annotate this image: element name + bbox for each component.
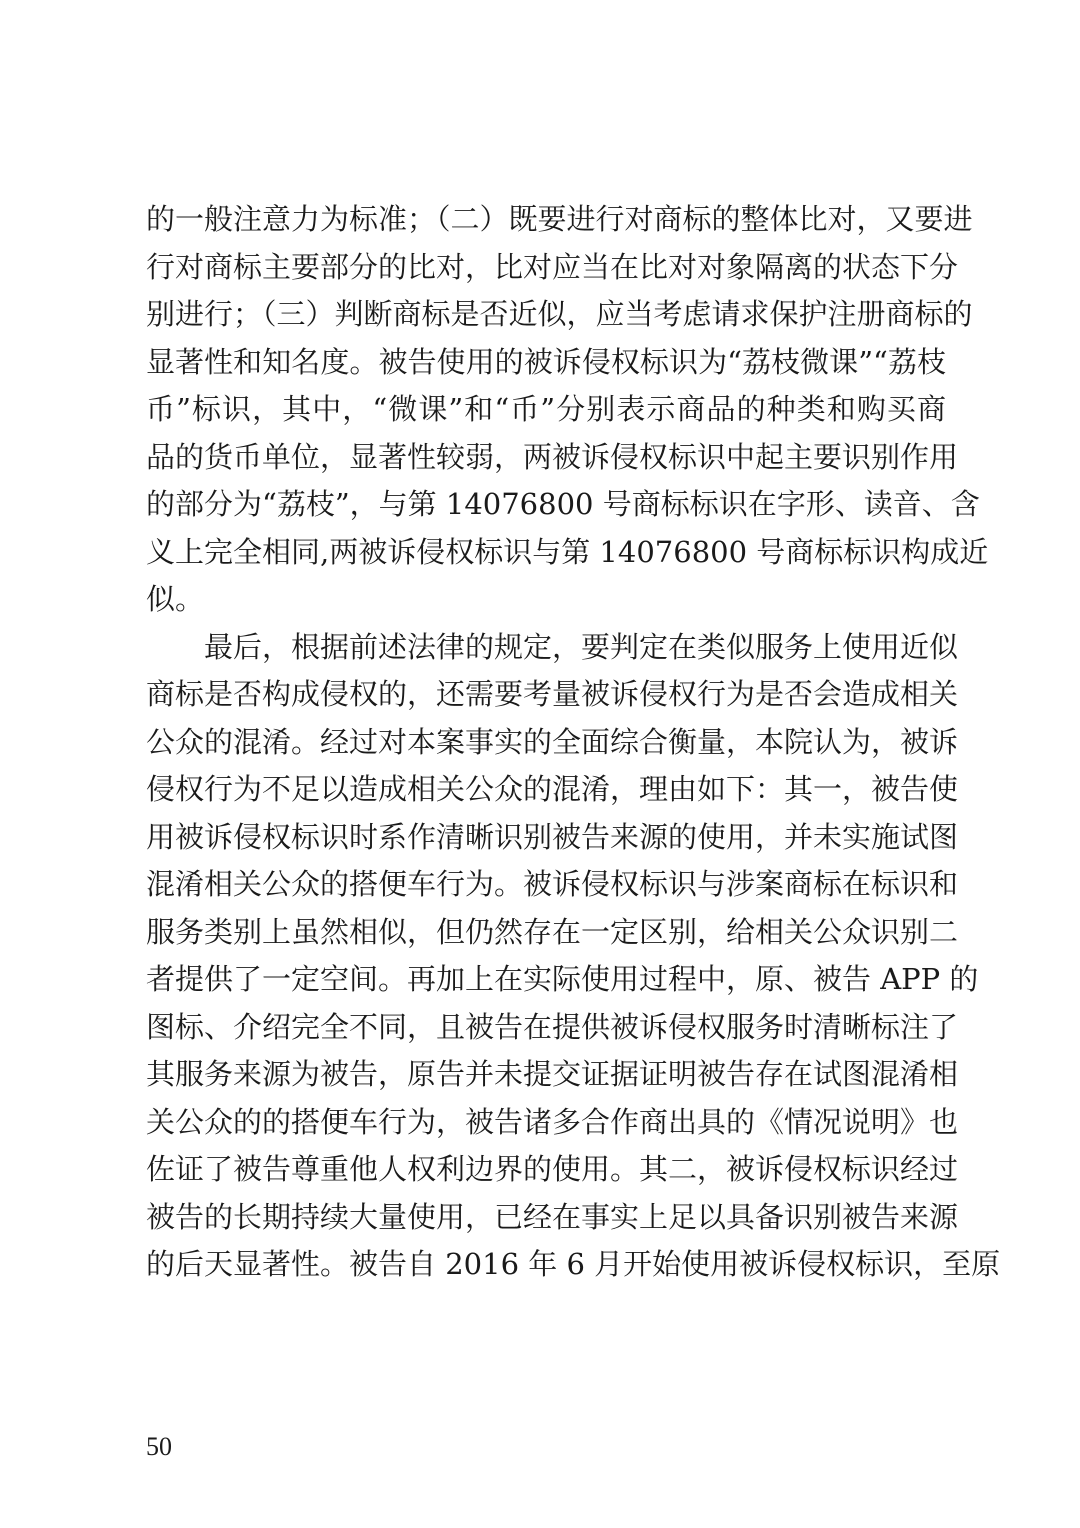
text-line: 的一般注意力为标准；（二）既要进行对商标的整体比对，又要进: [146, 202, 973, 236]
text-line: 行对商标主要部分的比对，比对应当在比对对象隔离的状态下分: [146, 249, 959, 284]
text-line: 公众的混淆。经过对本案事实的全面综合衡量，本院认为，被诉: [146, 724, 959, 759]
text-line: 品的货币单位，显著性较弱，两被诉侵权标识中起主要识别作用: [146, 439, 959, 474]
text-line: 义上完全相同,两被诉侵权标识与第 14076800 号商标标识构成近: [146, 534, 989, 569]
body-text: [146, 196, 1001, 1289]
text-line: 侵权行为不足以造成相关公众的混淆，理由如下：其一，被告使: [146, 772, 959, 806]
text-line: 佐证了被告尊重他人权利边界的使用。其二，被诉侵权标识经过: [146, 1152, 959, 1186]
text-line: 币”标识，其中，“微课”和“币”分别表示商品的种类和购买商: [146, 392, 946, 426]
text-line: 用被诉侵权标识时系作清晰识别被告来源的使用，并未实施试图: [146, 819, 959, 854]
text-line: 的部分为“荔枝”，与第 14076800 号商标标识在字形、读音、含: [146, 487, 980, 521]
text-line: 服务类别上虽然相似，但仍然存在一定区别，给相关公众识别二: [146, 914, 959, 949]
page-number: 50: [146, 1432, 172, 1461]
text-line: 显著性和知名度。被告使用的被诉侵权标识为“荔枝微课”“荔枝: [146, 344, 946, 379]
text-line: 其服务来源为被告，原告并未提交证据证明被告存在试图混淆相: [146, 1057, 959, 1091]
text-line: 者提供了一定空间。再加上在实际使用过程中，原、被告 APP 的: [146, 962, 979, 996]
text-line: 图标、介绍完全不同，且被告在提供被诉侵权服务时清晰标注了: [146, 1009, 959, 1044]
text-line: 商标是否构成侵权的，还需要考量被诉侵权行为是否会造成相关: [146, 677, 959, 711]
text-line: 混淆相关公众的搭便车行为。被诉侵权标识与涉案商标在标识和: [146, 867, 959, 901]
text-line: 被告的长期持续大量使用，已经在事实上足以具备识别被告来源: [146, 1199, 959, 1234]
text-line: 别进行；（三）判断商标是否近似，应当考虑请求保护注册商标的: [146, 297, 973, 331]
text-line: 的后天显著性。被告自 2016 年 6 月开始使用被诉侵权标识，至原: [146, 1247, 1001, 1281]
text-line: 似。: [146, 582, 205, 616]
text-line: 关公众的的搭便车行为，被告诸多合作商出具的《情况说明》也: [146, 1104, 959, 1139]
text-line: 最后，根据前述法律的规定，要判定在类似服务上使用近似: [146, 629, 959, 664]
